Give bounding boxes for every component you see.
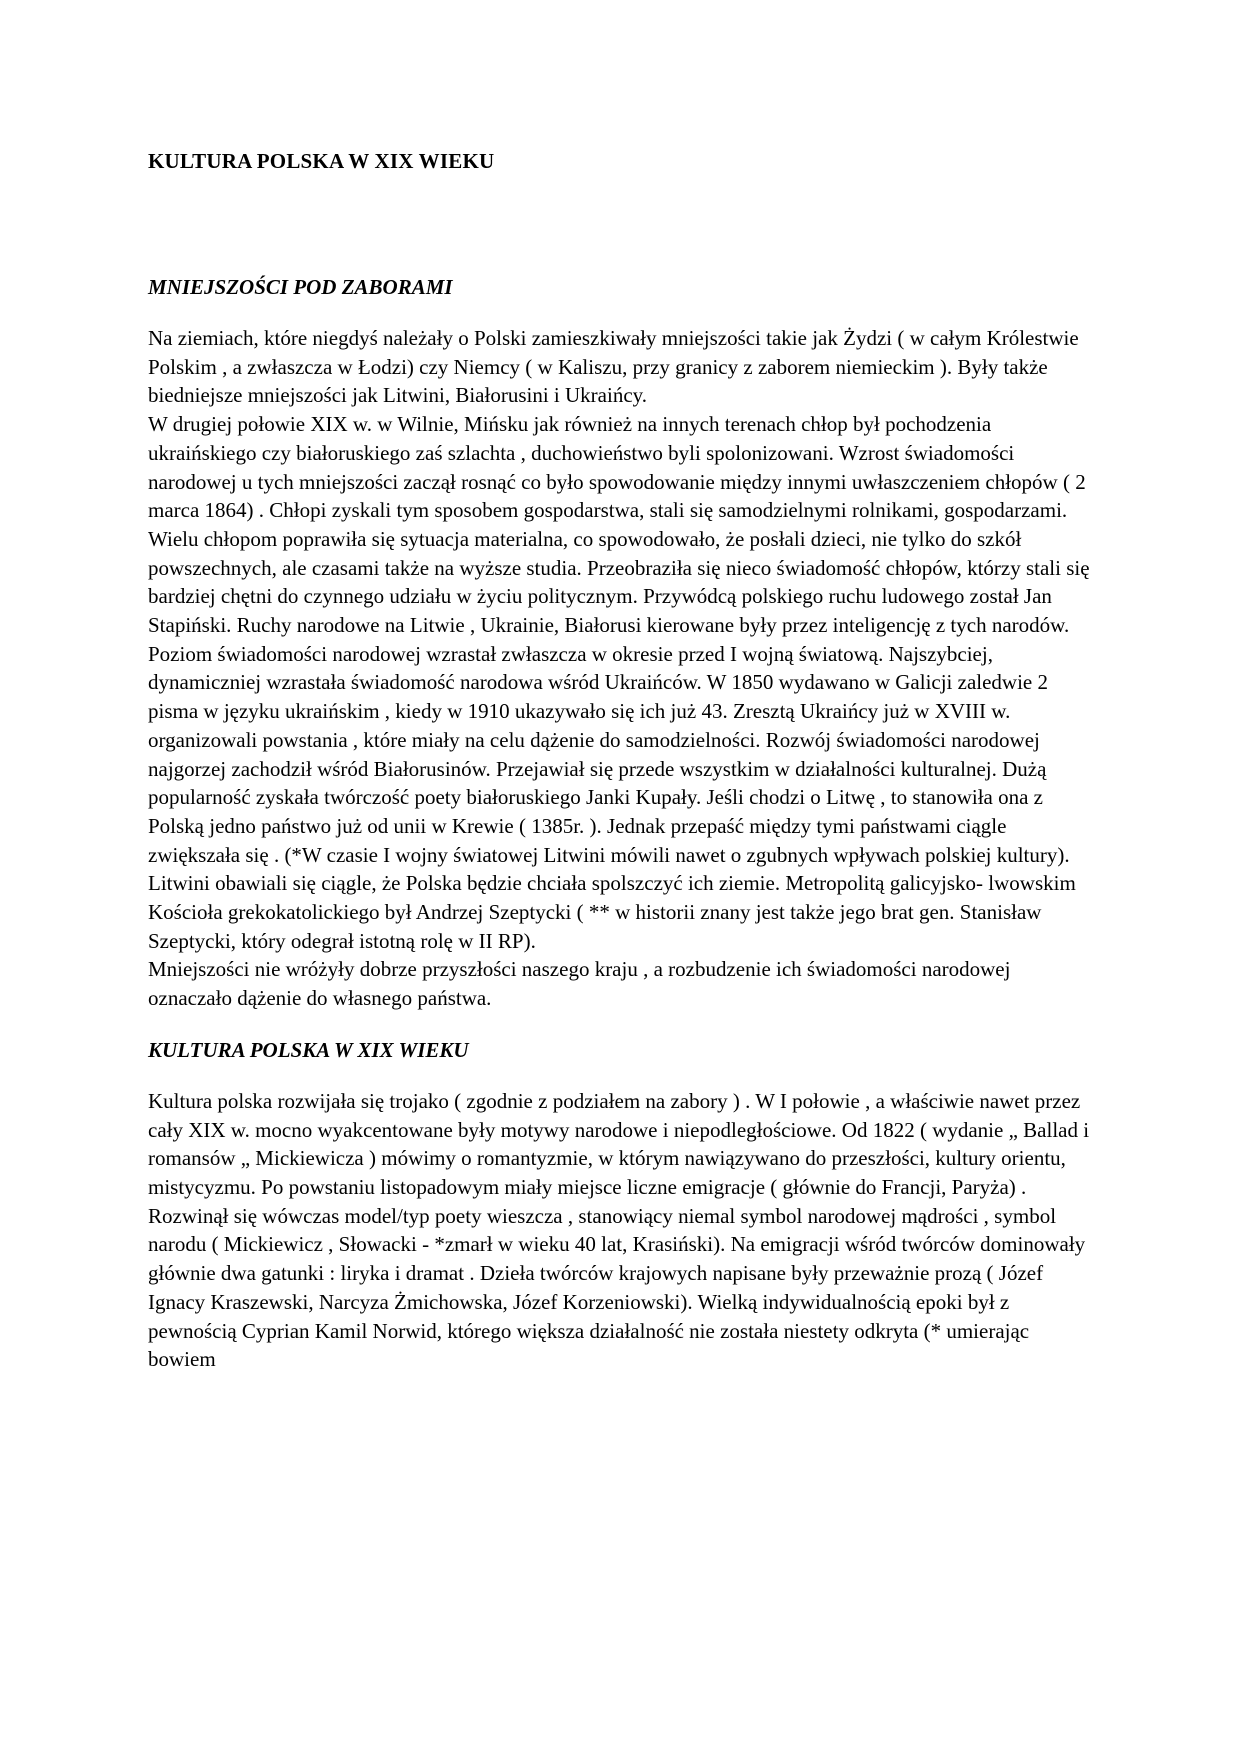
section-body-culture: [148, 1087, 1098, 1374]
section-heading-minorities: MNIEJSZOŚCI POD ZABORAMI: [148, 275, 453, 299]
document-title: KULTURA POLSKA W XIX WIEKU: [148, 149, 495, 173]
paragraph: Kultura polska rozwijała się trojako ( zgodnie z podziałem na zabory ) . W I połowie , a właściwie nawet przez cały XIX w. mocno wyakcentowane były motywy narodowe i niepodległościowe. Od 1822 ( wydanie „ Ballad i romansów „ Mickiewicza ) mówimy o romantyzmie, w którym nawiązywano do przeszłości, kultury orientu, mistycyzmu. Po powstaniu listopadowym miały miejsce liczne emigracje ( głównie do Francji, Paryża) . Rozwinął się wówczas model/typ poety wieszcza , stanowiący niemal symbol narodowej mądrości , symbol narodu ( Mickiewicz , Słowacki - *zmarł w wieku 40 lat, Krasiński). Na emigracji wśród twórców dominowały głównie dwa gatunki : liryka i dramat . Dzieła twórców krajowych napisane były przeważnie prozą ( Józef Ignacy Kraszewski, Narcyza Żmichowska, Józef Korzeniowski). Wielką indywidualnością epoki był z pewnością Cyprian Kamil Norwid, którego większa działalność nie została niestety odkryta (* umierając bowiem: [148, 1088, 1090, 1372]
document-content: [148, 146, 1098, 1374]
paragraph: W drugiej połowie XIX w. w Wilnie, Mińsku jak również na innych terenach chłop był pochodzenia ukraińskiego czy białoruskiego zaś szlachta , duchowieństwo byli spolonizowani. Wzrost świadomości narodowej u tych mniejszości zaczął rosnąć co było spowodowanie między innymi uwłaszczeniem chłopów ( 2 marca 1864) . Chłopi zyskali tym sposobem gospodarstwa, stali się samodzielnymi rolnikami, gospodarzami. Wielu chłopom poprawiła się sytuacja materialna, co spowodowało, że posłali dzieci, nie tylko do szkół powszechnych, ale czasami także na wyższe studia. Przeobraziła się nieco świadomość chłopów, którzy stali się bardziej chętni do czynnego udziału w życiu politycznym. Przywódcą polskiego ruchu ludowego został Jan Stapiński. Ruchy narodowe na Litwie , Ukrainie, Białorusi kierowane były przez inteligencję z tych narodów. Poziom świadomości narodowej wzrastał zwłaszcza w okresie przed I wojną światową. Najszybciej, dynamiczniej wzrastała świadomość narodowa wśród Ukraińców. W 1850 wydawano w Galicji zaledwie 2 pisma w języku ukraińskim , kiedy w 1910 ukazywało się ich już 43. Zresztą Ukraińcy już w XVIII w. organizowali powstania , które miały na celu dążenie do samodzielności. Rozwój świadomości narodowej najgorzej zachodził wśród Białorusinów. Przejawiał się przede wszystkim w działalności kulturalnej. Dużą popularność zyskała twórczość poety białoruskiego Janki Kupały. Jeśli chodzi o Litwę , to stanowiła ona z Polską jedno państwo już od unii w Krewie ( 1385r. ). Jednak przepaść między tymi państwami ciągle zwiększała się . (*W czasie I wojny światowej Litwini mówili nawet o zgubnych wpływach polskiej kultury). Litwini obawiali się ciągle, że Polska będzie chciała spolszczyć ich ziemie. Metropolitą galicyjsko- lwowskim Kościoła grekokatolickiego był Andrzej Szeptycki ( ** w historii znany jest także jego brat gen. Stanisław Szeptycki, który odegrał istotną rolę w II RP).: [148, 412, 1090, 953]
paragraph: Mniejszości nie wróżyły dobrze przyszłości naszego kraju , a rozbudzenie ich świadomości narodowej oznaczało dążenie do własnego państwa.: [148, 957, 1011, 1011]
section-body-minorities: [148, 324, 1098, 1013]
paragraph: Na ziemiach, które niegdyś należały o Polski zamieszkiwały mniejszości takie jak Żydzi ( w całym Królestwie Polskim , a zwłaszcza w Łodzi) czy Niemcy ( w Kaliszu, przy granicy z zaborem niemieckim ). Były także biedniejsze mniejszości jak Litwini, Białorusini i Ukraińcy.: [148, 326, 1079, 408]
section-heading-culture: KULTURA POLSKA W XIX WIEKU: [148, 1037, 469, 1062]
